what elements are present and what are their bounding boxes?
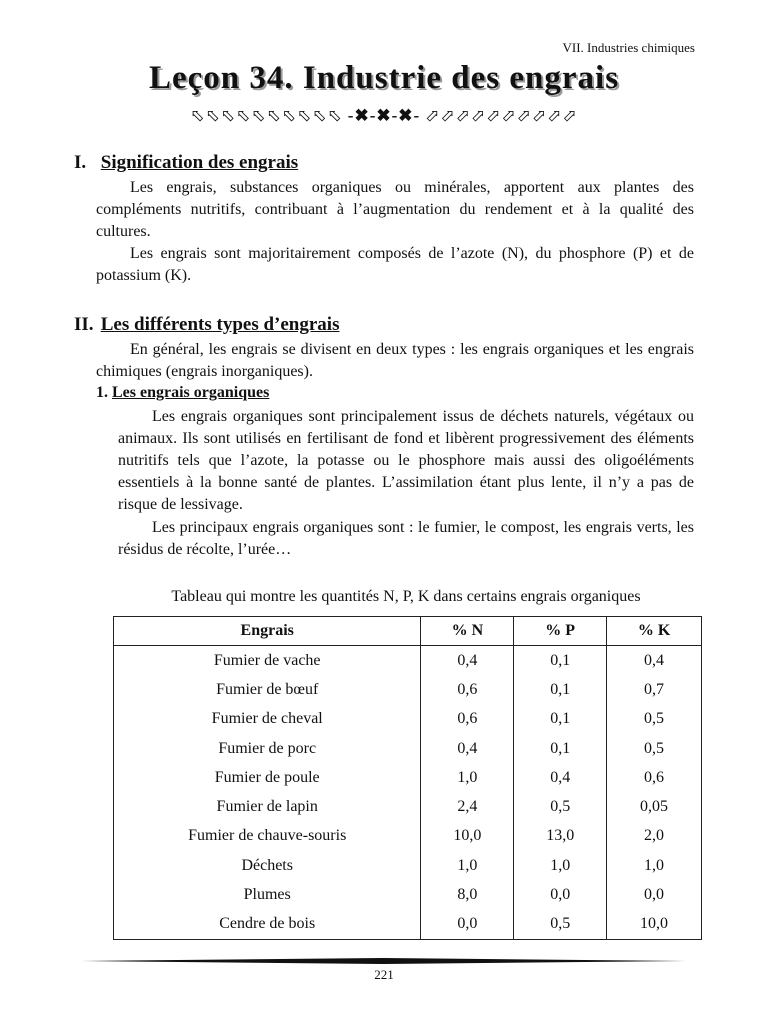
cell-n: 0,6 <box>421 705 514 734</box>
cell-n: 0,0 <box>421 910 514 940</box>
table-row <box>114 851 702 880</box>
cell-p: 0,1 <box>514 646 607 676</box>
table-row <box>114 763 702 792</box>
cell-k: 0,0 <box>607 880 702 909</box>
cell-p: 13,0 <box>514 822 607 851</box>
table-row <box>114 880 702 909</box>
cell-p: 0,1 <box>514 675 607 704</box>
subsection-1-number: 1. <box>96 384 108 401</box>
cell-engrais: Plumes <box>114 880 421 909</box>
page-title: Leçon 34. Industrie des engrais <box>148 60 620 96</box>
cell-n: 2,4 <box>421 792 514 821</box>
cell-n: 1,0 <box>421 851 514 880</box>
section-1-paragraph-1: Les engrais, substances organiques ou minérales, apportent aux plantes des compléments nutritifs, contribuant à l’augmentation du rendement et à la qualité des cultures. <box>96 179 694 240</box>
table-row <box>114 705 702 734</box>
cell-k: 1,0 <box>607 851 702 880</box>
cell-k: 0,7 <box>607 675 702 704</box>
section-2-number: II. <box>74 314 94 335</box>
section-1-number: I. <box>74 152 87 173</box>
subsection-1-title: Les engrais organiques <box>112 384 270 401</box>
cell-p: 0,4 <box>514 763 607 792</box>
cell-k: 0,05 <box>607 792 702 821</box>
running-header: VII. Industries chimiques <box>562 40 695 55</box>
cell-p: 0,5 <box>514 792 607 821</box>
cell-n: 1,0 <box>421 763 514 792</box>
section-2-paragraph-1: En général, les engrais se divisent en deux types : les engrais organiques et les engrais chimiques (engrais inorganiques). <box>96 341 694 380</box>
cell-engrais: Fumier de cheval <box>114 705 421 734</box>
cell-p: 0,1 <box>514 705 607 734</box>
cell-engrais: Déchets <box>114 851 421 880</box>
cell-k: 0,6 <box>607 763 702 792</box>
subsection-1-paragraph-1: Les engrais organiques sont principalement issus de déchets naturels, végétaux ou animaux. Ils sont utilisés en fertilisant de fond et libèrent progressivement des éléments nutritifs tels que l’azote, la potasse ou le phosphore mais aussi des oligoéléments essentiels à la bonne santé de plantes. L’assimilation étant plus lente, il n’y a pas de risque de lessivage. <box>118 408 694 513</box>
title-ornament: ⬁⬁⬁⬁⬁⬁⬁⬁⬁⬁ -✖-✖-✖- ⬀⬀⬀⬀⬀⬀⬀⬀⬀⬀ <box>190 106 578 125</box>
cell-n: 0,4 <box>421 646 514 676</box>
cell-p: 1,0 <box>514 851 607 880</box>
npk-table <box>113 616 702 940</box>
table-caption: Tableau qui montre les quantités N, P, K dans certains engrais organiques <box>171 588 641 605</box>
cell-n: 0,4 <box>421 734 514 763</box>
table-row <box>114 734 702 763</box>
cell-k: 0,4 <box>607 646 702 676</box>
subsection-1-heading <box>96 384 269 402</box>
table-row <box>114 646 702 676</box>
table-row <box>114 910 702 940</box>
section-2-heading <box>74 314 339 336</box>
header-n: % N <box>421 617 514 646</box>
header-p: % P <box>514 617 607 646</box>
cell-k: 2,0 <box>607 822 702 851</box>
table-row <box>114 822 702 851</box>
section-2-title: Les différents types d’engrais <box>100 314 340 335</box>
cell-engrais: Fumier de porc <box>114 734 421 763</box>
section-1-heading <box>74 152 298 174</box>
cell-engrais: Fumier de poule <box>114 763 421 792</box>
cell-p: 0,0 <box>514 880 607 909</box>
cell-engrais: Fumier de vache <box>114 646 421 676</box>
cell-k: 0,5 <box>607 734 702 763</box>
header-engrais: Engrais <box>114 617 421 646</box>
footer-rule <box>82 958 686 964</box>
cell-engrais: Fumier de lapin <box>114 792 421 821</box>
cell-engrais: Fumier de chauve-souris <box>114 822 421 851</box>
table-row <box>114 792 702 821</box>
section-1-paragraph-2: Les engrais sont majoritairement composés de l’azote (N), du phosphore (P) et de potassium (K). <box>96 245 694 284</box>
page-number: 221 <box>374 967 394 982</box>
section-1-title: Signification des engrais <box>100 152 299 173</box>
cell-engrais: Cendre de bois <box>114 910 421 940</box>
cell-engrais: Fumier de bœuf <box>114 675 421 704</box>
header-k: % K <box>607 617 702 646</box>
cell-n: 8,0 <box>421 880 514 909</box>
subsection-1-paragraph-2: Les principaux engrais organiques sont : le fumier, le compost, les engrais verts, les résidus de récolte, l’urée… <box>118 519 694 558</box>
cell-k: 10,0 <box>607 910 702 940</box>
cell-p: 0,5 <box>514 910 607 940</box>
table-header-row <box>114 617 702 646</box>
cell-p: 0,1 <box>514 734 607 763</box>
cell-k: 0,5 <box>607 705 702 734</box>
cell-n: 0,6 <box>421 675 514 704</box>
table-row <box>114 675 702 704</box>
cell-n: 10,0 <box>421 822 514 851</box>
